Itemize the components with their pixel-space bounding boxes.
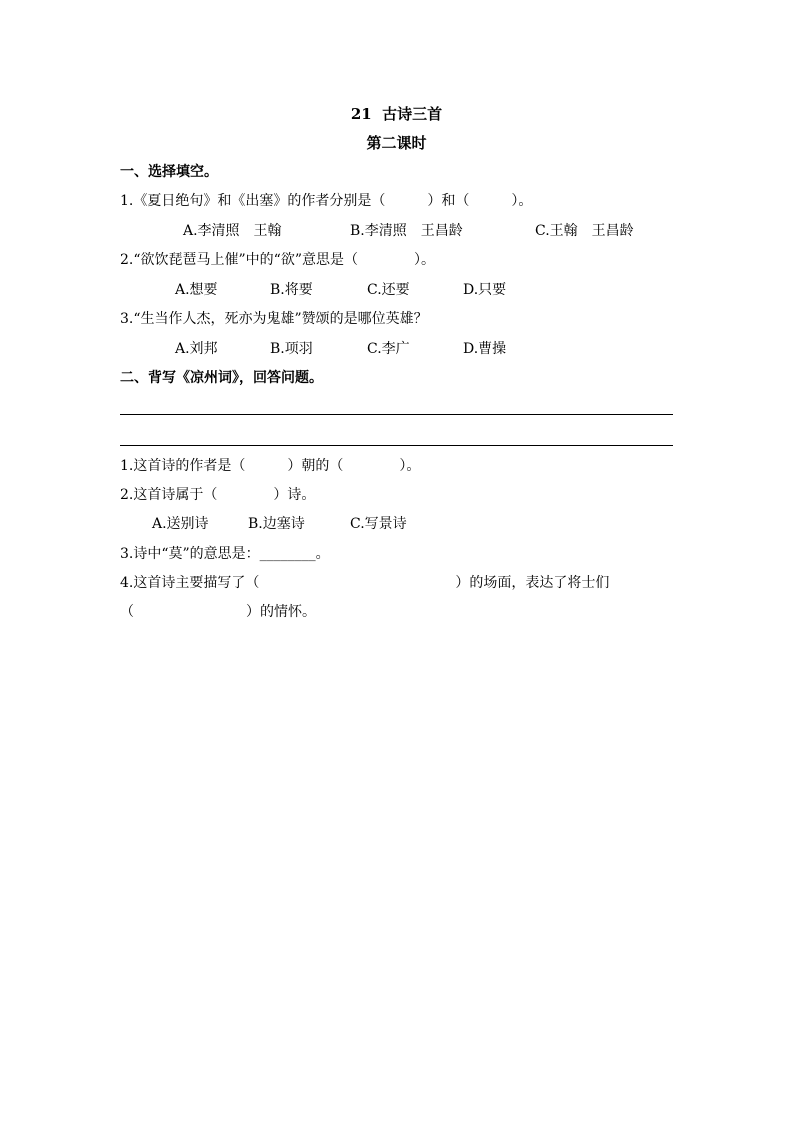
question-1-option-b: B.李清照 王昌龄: [350, 223, 463, 239]
question-2-option-a: A.想要: [175, 282, 218, 298]
question-2-stem: 2.“欲饮琵琶马上催”中的“欲”意思是（ ）。: [120, 252, 435, 268]
lesson-subtitle: 第二课时: [366, 134, 427, 152]
question-3-option-b: B.项羽: [270, 341, 313, 357]
question-3-option-a: A.刘邦: [175, 341, 218, 357]
recite-question-4-line-1: 4.这首诗主要描写了（ ）的场面，表达了将士们: [120, 575, 610, 591]
question-3-option-c: C.李广: [367, 341, 410, 357]
recite-question-2-stem: 2.这首诗属于（ ）诗。: [120, 487, 316, 503]
question-3-option-d: D.曹操: [463, 341, 507, 357]
question-3-stem: 3.“生当作人杰，死亦为鬼雄”赞颂的是哪位英雄？: [120, 311, 428, 327]
question-2-option-d: D.只要: [463, 282, 507, 298]
question-1-stem: 1.《夏日绝句》和《出塞》的作者分别是（ ）和（ ）。: [120, 193, 533, 209]
section-heading-choice: 一、选择填空。: [120, 164, 218, 180]
poem-writing-line-1[interactable]: [120, 414, 673, 415]
recite-question-2-option-a: A.送别诗: [152, 516, 209, 532]
recite-question-4-line-2: （ ）的情怀。: [120, 604, 316, 620]
question-1-option-a: A.李清照 王翰: [183, 223, 282, 239]
recite-question-2-option-b: B.边塞诗: [248, 516, 305, 532]
poem-writing-line-2[interactable]: [120, 445, 673, 446]
section-heading-recite: 二、背写《凉州词》，回答问题。: [120, 370, 323, 386]
question-1-option-c: C.王翰 王昌龄: [535, 223, 634, 239]
question-2-option-b: B.将要: [270, 282, 313, 298]
recite-question-2-option-c: C.写景诗: [350, 516, 407, 532]
lesson-title: 21 古诗三首: [350, 105, 443, 123]
recite-question-1: 1.这首诗的作者是（ ）朝的（ ）。: [120, 458, 421, 474]
recite-question-3: 3.诗中“莫”的意思是：________。: [120, 546, 330, 562]
question-2-option-c: C.还要: [367, 282, 410, 298]
